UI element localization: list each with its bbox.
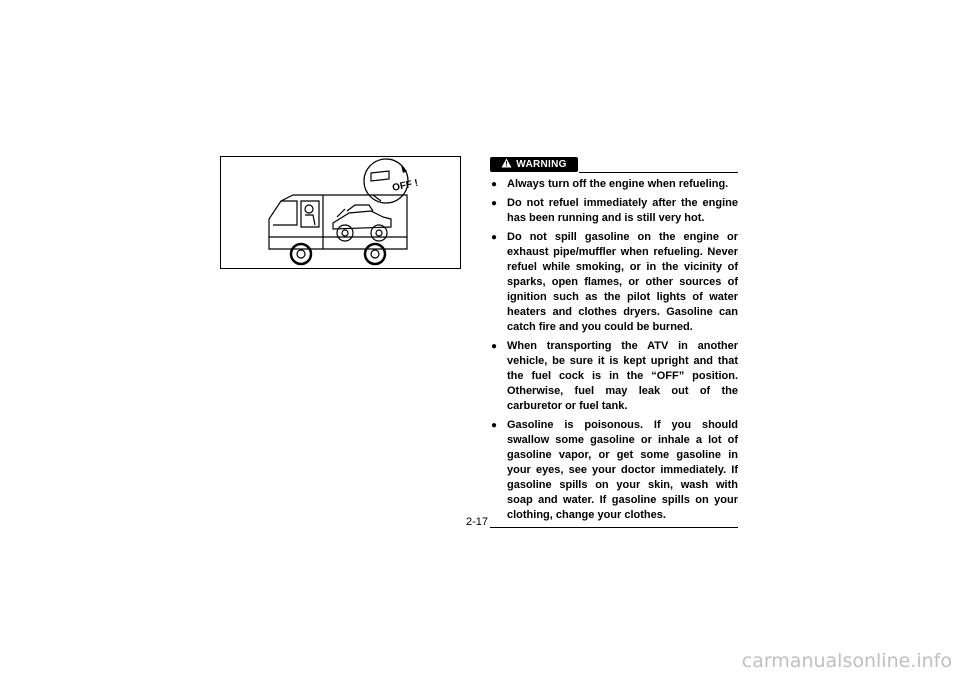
warning-item	[490, 418, 738, 523]
warning-label: WARNING	[516, 159, 567, 170]
warning-item	[490, 196, 738, 226]
illustration-van-transporting-atv	[220, 156, 461, 269]
bullet-icon: ●	[491, 341, 498, 352]
warning-item	[490, 230, 738, 335]
warning-top-rule	[579, 172, 738, 173]
callout-off-text: OFF !	[391, 177, 420, 194]
warning-bottom-rule	[490, 527, 738, 528]
bullet-icon: ●	[491, 179, 498, 190]
warning-item-text: When transporting the ATV in another vehicle, be sure it is kept upright and that the fuel cock is in the “OFF” position. Otherwise, fuel may leak out of the carburetor or fuel tank.	[507, 340, 738, 412]
bullet-icon: ●	[491, 232, 498, 243]
warning-header	[490, 157, 738, 175]
warning-badge	[490, 157, 578, 172]
warning-item	[490, 339, 738, 414]
warning-triangle-icon	[501, 158, 512, 171]
warning-item-text: Do not refuel immediately after the engine has been running and is still very hot.	[507, 197, 738, 224]
warning-item	[490, 177, 738, 192]
bullet-icon: ●	[491, 420, 498, 431]
warning-item-text: Do not spill gasoline on the engine or exhaust pipe/muffler when refueling. Never refuel while smoking, or in the vicinity of sparks, open flames, or other sources of ignition such as the pilot lights of water heaters and clothes dryers. Gasoline can catch fire and you could be burned.	[507, 231, 738, 333]
van-atv-drawing	[221, 157, 462, 270]
warning-section	[490, 157, 738, 528]
bullet-icon: ●	[491, 198, 498, 209]
page-number: 2-17	[466, 516, 489, 528]
watermark: carmanualsonline.info	[741, 650, 952, 672]
warning-list	[490, 177, 738, 523]
warning-item-text: Gasoline is poisonous. If you should swallow some gasoline or inhale a lot of gasoline vapor, or get some gasoline in your eyes, see your doctor immediately. If gasoline spills on your skin, wash with soap and water. If gasoline spills on your clothing, change your clothes.	[507, 419, 738, 521]
warning-item-text: Always turn off the engine when refueling.	[507, 178, 729, 190]
